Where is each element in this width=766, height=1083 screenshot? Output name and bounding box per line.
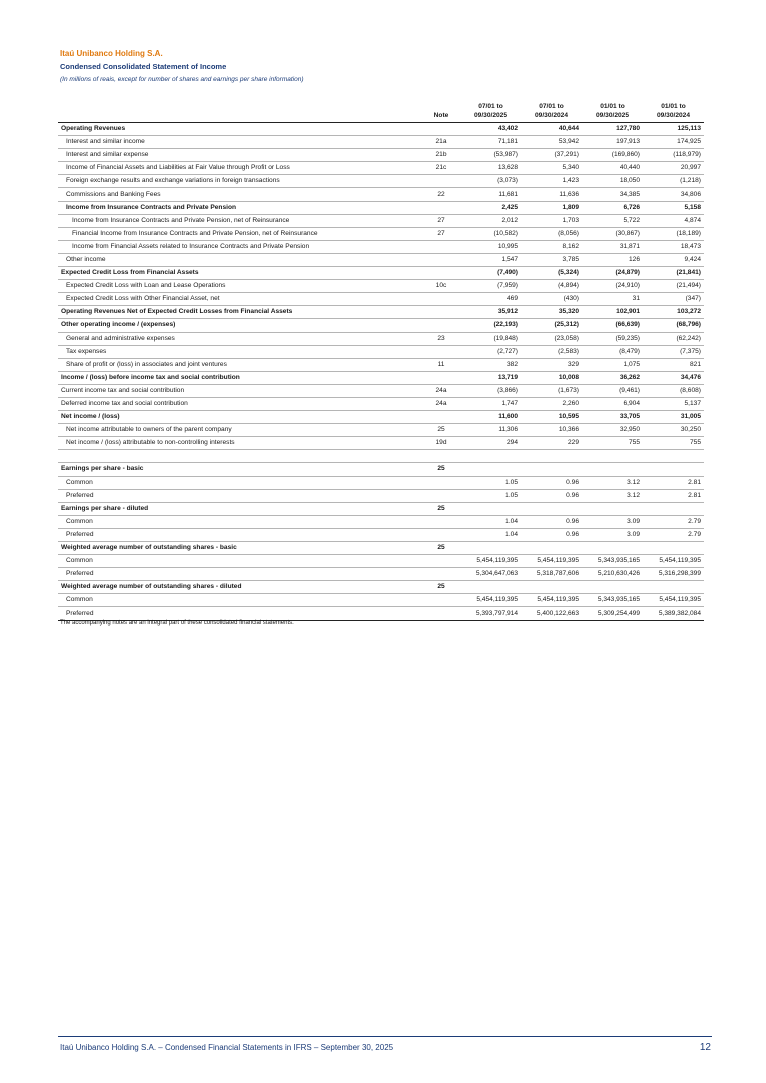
row-value: (2,727) (460, 345, 521, 358)
row-value: (7,959) (460, 280, 521, 293)
row-label: Foreign exchange results and exchange variations in foreign transactions (58, 175, 422, 188)
row-label: Expected Credit Loss with Loan and Lease Operations (58, 280, 422, 293)
row-value: 229 (521, 437, 582, 450)
row-value: (118,979) (643, 149, 704, 162)
row-value: 1,809 (521, 201, 582, 214)
row-value: (430) (521, 293, 582, 306)
row-value: 10,008 (521, 371, 582, 384)
row-value: 126 (582, 253, 643, 266)
row-value: 127,780 (582, 123, 643, 136)
income-statement-table (58, 100, 704, 621)
row-note: 10c (422, 280, 460, 293)
row-value: (24,879) (582, 267, 643, 280)
row-note: 25 (422, 502, 460, 515)
table-row (58, 306, 704, 319)
row-note: 25 (422, 463, 460, 476)
row-label: Net income / (loss) (58, 411, 422, 424)
period-column-header: 01/01 to 09/30/2025 (582, 100, 643, 123)
row-value: (59,235) (582, 332, 643, 345)
table-row (58, 542, 704, 555)
row-label: Share of profit or (loss) in associates and joint ventures (58, 358, 422, 371)
row-label: Earnings per share - diluted (58, 502, 422, 515)
row-value: 755 (643, 437, 704, 450)
row-value: 2,425 (460, 201, 521, 214)
row-value: 11,681 (460, 188, 521, 201)
row-value: 2.79 (643, 528, 704, 541)
row-value: 469 (460, 293, 521, 306)
table-row (58, 450, 704, 463)
table-row (58, 476, 704, 489)
row-value: (19,848) (460, 332, 521, 345)
row-value: (9,461) (582, 384, 643, 397)
table-row (58, 607, 704, 620)
row-value: 1,747 (460, 397, 521, 410)
row-note (422, 594, 460, 607)
row-value: 5,454,119,395 (460, 555, 521, 568)
table-row (58, 280, 704, 293)
row-label: Preferred (58, 568, 422, 581)
row-label: Income of Financial Assets and Liabilities at Fair Value through Profit or Loss (58, 162, 422, 175)
row-value: 5,454,119,395 (643, 594, 704, 607)
row-value: 18,050 (582, 175, 643, 188)
row-note (422, 568, 460, 581)
row-note (422, 306, 460, 319)
row-value (643, 450, 704, 463)
row-value: 10,595 (521, 411, 582, 424)
row-value: 5,137 (643, 397, 704, 410)
statement-title: Condensed Consolidated Statement of Income (60, 62, 227, 71)
row-value: 11,600 (460, 411, 521, 424)
row-label: Preferred (58, 528, 422, 541)
row-value: 71,181 (460, 136, 521, 149)
table-row (58, 594, 704, 607)
row-value: 18,473 (643, 240, 704, 253)
row-value: 2.81 (643, 489, 704, 502)
row-value: 5,309,254,499 (582, 607, 643, 620)
row-value: 8,162 (521, 240, 582, 253)
row-label: Tax expenses (58, 345, 422, 358)
row-value: 1.05 (460, 476, 521, 489)
table-row (58, 267, 704, 280)
table-row (58, 319, 704, 332)
row-value: 13,628 (460, 162, 521, 175)
row-value: 0.96 (521, 528, 582, 541)
period-column-header: 07/01 to 09/30/2024 (521, 100, 582, 123)
row-label: Deferred income tax and social contribution (58, 397, 422, 410)
row-value: 2.79 (643, 515, 704, 528)
row-note: 24a (422, 397, 460, 410)
row-value: 3.09 (582, 515, 643, 528)
row-value: 5,340 (521, 162, 582, 175)
row-value: 294 (460, 437, 521, 450)
row-value: (68,796) (643, 319, 704, 332)
row-note (422, 293, 460, 306)
table-row (58, 201, 704, 214)
row-value (460, 463, 521, 476)
table-row (58, 240, 704, 253)
row-label: Earnings per share - basic (58, 463, 422, 476)
row-value: 1,423 (521, 175, 582, 188)
row-label: Current income tax and social contribution (58, 384, 422, 397)
row-label: Interest and similar expense (58, 149, 422, 162)
row-value: 5,316,298,399 (643, 568, 704, 581)
row-value: (21,841) (643, 267, 704, 280)
row-value (460, 450, 521, 463)
row-value: (62,242) (643, 332, 704, 345)
row-value: 30,250 (643, 424, 704, 437)
row-value: 4,874 (643, 214, 704, 227)
table-row (58, 502, 704, 515)
note-column-header: Note (422, 100, 460, 123)
page-number: 12 (699, 1042, 711, 1053)
row-note: 25 (422, 424, 460, 437)
row-value: 103,272 (643, 306, 704, 319)
table-row (58, 293, 704, 306)
row-value: 102,901 (582, 306, 643, 319)
row-value: 125,113 (643, 123, 704, 136)
period-column-header: 07/01 to 09/30/2025 (460, 100, 521, 123)
row-note (422, 267, 460, 280)
table-row (58, 332, 704, 345)
table-row (58, 463, 704, 476)
row-value: 6,726 (582, 201, 643, 214)
row-value (521, 463, 582, 476)
row-label: Operating Revenues Net of Expected Credit Losses from Financial Assets (58, 306, 422, 319)
table-row (58, 123, 704, 136)
row-value: 31,871 (582, 240, 643, 253)
row-value (521, 450, 582, 463)
row-value: 2,260 (521, 397, 582, 410)
period-column-header: 01/01 to 09/30/2024 (643, 100, 704, 123)
row-value: (8,479) (582, 345, 643, 358)
table-row (58, 188, 704, 201)
row-value: 1,703 (521, 214, 582, 227)
row-note: 11 (422, 358, 460, 371)
table-row (58, 424, 704, 437)
table-row (58, 555, 704, 568)
row-note: 24a (422, 384, 460, 397)
table-row (58, 568, 704, 581)
row-note (422, 607, 460, 620)
row-value: 0.96 (521, 515, 582, 528)
row-value: (1,218) (643, 175, 704, 188)
footnote: The accompanying notes are an integral part of these consolidated financial statements. (60, 620, 294, 626)
row-note (422, 450, 460, 463)
row-label: Common (58, 476, 422, 489)
row-value: (3,073) (460, 175, 521, 188)
row-note (422, 175, 460, 188)
row-note: 25 (422, 542, 460, 555)
row-value: 329 (521, 358, 582, 371)
row-note (422, 555, 460, 568)
row-value (643, 542, 704, 555)
row-value (643, 463, 704, 476)
row-label: Other income (58, 253, 422, 266)
row-value: 5,389,382,084 (643, 607, 704, 620)
table-row (58, 345, 704, 358)
row-label: Commissions and Banking Fees (58, 188, 422, 201)
row-note: 25 (422, 581, 460, 594)
row-note (422, 489, 460, 502)
row-label: General and administrative expenses (58, 332, 422, 345)
table-row (58, 371, 704, 384)
table-row (58, 136, 704, 149)
row-value: 197,913 (582, 136, 643, 149)
row-note (422, 319, 460, 332)
row-value: (3,866) (460, 384, 521, 397)
row-note (422, 240, 460, 253)
statement-subtitle: (In millions of reais, except for number of shares and earnings per share information) (60, 76, 304, 83)
row-value: (169,860) (582, 149, 643, 162)
row-note (422, 515, 460, 528)
row-note (422, 345, 460, 358)
row-value: 5,454,119,395 (460, 594, 521, 607)
row-label: Income from Insurance Contracts and Private Pension (58, 201, 422, 214)
row-label: Income / (loss) before income tax and social contribution (58, 371, 422, 384)
row-value (460, 502, 521, 515)
row-value: 755 (582, 437, 643, 450)
row-value (521, 542, 582, 555)
row-value: 5,318,787,606 (521, 568, 582, 581)
row-value: 11,306 (460, 424, 521, 437)
row-value: 1.05 (460, 489, 521, 502)
row-note: 27 (422, 214, 460, 227)
row-value: 5,393,797,914 (460, 607, 521, 620)
row-value: 34,385 (582, 188, 643, 201)
row-label: Operating Revenues (58, 123, 422, 136)
row-value: 1.04 (460, 528, 521, 541)
row-value: (18,189) (643, 227, 704, 240)
table-row (58, 253, 704, 266)
row-value: 31,005 (643, 411, 704, 424)
table-row (58, 175, 704, 188)
row-value: (37,291) (521, 149, 582, 162)
row-note: 21c (422, 162, 460, 175)
row-value: 5,454,119,395 (521, 594, 582, 607)
table-row (58, 397, 704, 410)
row-value (521, 502, 582, 515)
row-value: 6,904 (582, 397, 643, 410)
row-value: (22,193) (460, 319, 521, 332)
row-value: (4,894) (521, 280, 582, 293)
row-value: 11,636 (521, 188, 582, 201)
row-value: (23,058) (521, 332, 582, 345)
row-label: Common (58, 515, 422, 528)
row-label: Common (58, 594, 422, 607)
table-row (58, 515, 704, 528)
table-row (58, 489, 704, 502)
row-value: 20,997 (643, 162, 704, 175)
row-value: (24,910) (582, 280, 643, 293)
row-value: (21,494) (643, 280, 704, 293)
row-value: (8,608) (643, 384, 704, 397)
row-label: Expected Credit Loss from Financial Assets (58, 267, 422, 280)
row-value: (1,673) (521, 384, 582, 397)
row-note: 22 (422, 188, 460, 201)
row-value: (8,056) (521, 227, 582, 240)
row-value: (347) (643, 293, 704, 306)
row-value (582, 581, 643, 594)
row-value: (7,375) (643, 345, 704, 358)
row-note: 21a (422, 136, 460, 149)
table-body (58, 123, 704, 621)
row-value: 10,366 (521, 424, 582, 437)
row-note (422, 528, 460, 541)
row-value: 5,400,122,663 (521, 607, 582, 620)
row-value: 40,644 (521, 123, 582, 136)
label-column-header (58, 100, 422, 123)
row-value: 31 (582, 293, 643, 306)
row-value: 3,785 (521, 253, 582, 266)
row-value: 1,075 (582, 358, 643, 371)
row-note (422, 411, 460, 424)
row-value: 5,722 (582, 214, 643, 227)
table-row (58, 528, 704, 541)
row-label: Net income / (loss) attributable to non-controlling interests (58, 437, 422, 450)
row-label: Expected Credit Loss with Other Financial Asset, net (58, 293, 422, 306)
row-label: Weighted average number of outstanding shares - diluted (58, 581, 422, 594)
row-label: Financial Income from Insurance Contracts and Private Pension, net of Reinsurance (58, 227, 422, 240)
row-value: 36,262 (582, 371, 643, 384)
row-value: 3.09 (582, 528, 643, 541)
row-note: 21b (422, 149, 460, 162)
row-value: 821 (643, 358, 704, 371)
table-row (58, 227, 704, 240)
row-value (582, 542, 643, 555)
row-value (521, 581, 582, 594)
row-value: (2,583) (521, 345, 582, 358)
row-value (643, 502, 704, 515)
row-label: Preferred (58, 489, 422, 502)
row-value: 43,402 (460, 123, 521, 136)
row-value: 35,320 (521, 306, 582, 319)
table-row (58, 581, 704, 594)
row-value: (10,582) (460, 227, 521, 240)
row-value: 1.04 (460, 515, 521, 528)
row-note (422, 201, 460, 214)
table-row (58, 358, 704, 371)
row-value: 0.96 (521, 476, 582, 489)
row-label: Interest and similar income (58, 136, 422, 149)
row-note (422, 371, 460, 384)
row-value (643, 581, 704, 594)
footer-text: Itaú Unibanco Holding S.A. – Condensed Financial Statements in IFRS – September 30, 2025 (60, 1043, 394, 1052)
row-value: 32,950 (582, 424, 643, 437)
row-value: 2.81 (643, 476, 704, 489)
row-value: (25,312) (521, 319, 582, 332)
table-row (58, 149, 704, 162)
row-value: 53,942 (521, 136, 582, 149)
row-note (422, 253, 460, 266)
row-label: Common (58, 555, 422, 568)
footer-divider (58, 1036, 712, 1037)
row-value: 5,454,119,395 (521, 555, 582, 568)
row-label: Income from Insurance Contracts and Private Pension, net of Reinsurance (58, 214, 422, 227)
row-label: Other operating income / (expenses) (58, 319, 422, 332)
table-row (58, 162, 704, 175)
row-value: (5,324) (521, 267, 582, 280)
row-value: 3.12 (582, 476, 643, 489)
row-value: (30,867) (582, 227, 643, 240)
table-row (58, 384, 704, 397)
row-value: 5,158 (643, 201, 704, 214)
table-row (58, 437, 704, 450)
row-note (422, 476, 460, 489)
row-value (460, 581, 521, 594)
row-value: 5,304,647,063 (460, 568, 521, 581)
row-value: 5,343,935,165 (582, 594, 643, 607)
row-label: Net income attributable to owners of the parent company (58, 424, 422, 437)
row-label: Preferred (58, 607, 422, 620)
row-value: 10,995 (460, 240, 521, 253)
row-value: 5,343,935,165 (582, 555, 643, 568)
row-value (582, 463, 643, 476)
row-value (582, 502, 643, 515)
row-note: 23 (422, 332, 460, 345)
table-row (58, 411, 704, 424)
row-value: 35,912 (460, 306, 521, 319)
table-row (58, 214, 704, 227)
row-value (460, 542, 521, 555)
row-value: 40,440 (582, 162, 643, 175)
row-value: 382 (460, 358, 521, 371)
row-value: 2,012 (460, 214, 521, 227)
row-value: 5,210,630,426 (582, 568, 643, 581)
row-value: 5,454,119,395 (643, 555, 704, 568)
row-value: 9,424 (643, 253, 704, 266)
row-value: 33,705 (582, 411, 643, 424)
row-value: 34,806 (643, 188, 704, 201)
row-label (58, 450, 422, 463)
row-value: (66,639) (582, 319, 643, 332)
row-value: 34,476 (643, 371, 704, 384)
row-value: 13,719 (460, 371, 521, 384)
row-value (582, 450, 643, 463)
row-note: 19d (422, 437, 460, 450)
row-value: 1,547 (460, 253, 521, 266)
row-value: (53,987) (460, 149, 521, 162)
row-note: 27 (422, 227, 460, 240)
table-header-row (58, 100, 704, 123)
row-value: (7,490) (460, 267, 521, 280)
row-value: 0.96 (521, 489, 582, 502)
row-note (422, 123, 460, 136)
company-name: Itaú Unibanco Holding S.A. (60, 49, 163, 58)
row-label: Income from Financial Assets related to Insurance Contracts and Private Pension (58, 240, 422, 253)
row-label: Weighted average number of outstanding shares - basic (58, 542, 422, 555)
row-value: 3.12 (582, 489, 643, 502)
row-value: 174,925 (643, 136, 704, 149)
